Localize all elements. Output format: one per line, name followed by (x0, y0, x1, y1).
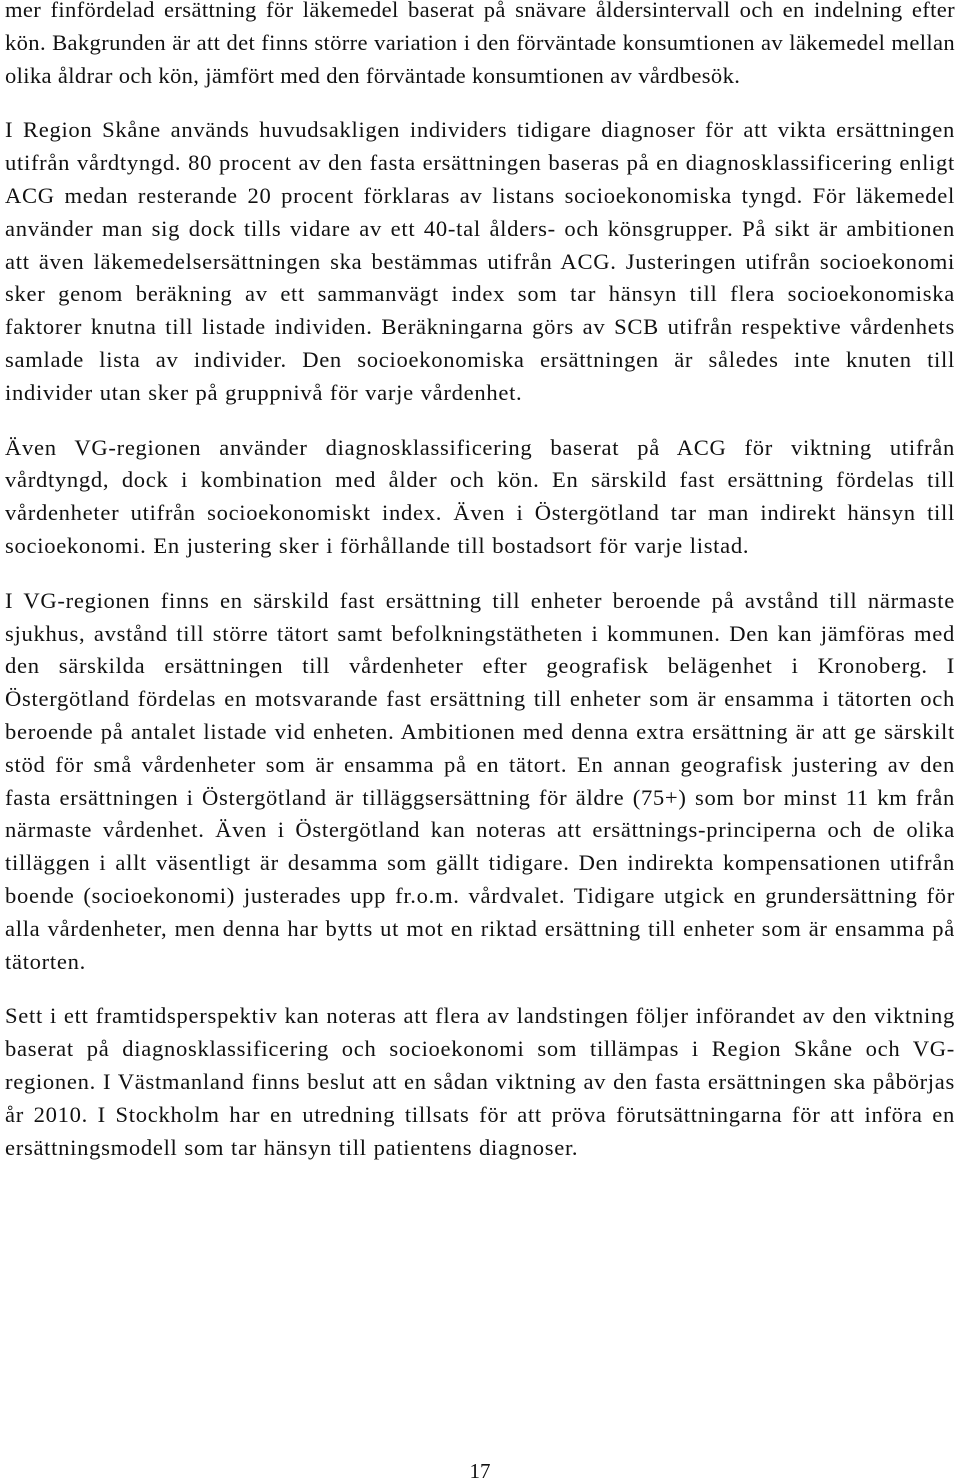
document-page (5, 0, 955, 1164)
paragraph-5: Sett i ett framtidsperspektiv kan noteras att flera av landstingen följer införandet av den viktning baserat på diagnosklassificering och socioekonomi som tillämpas i Region Skåne och VG-regionen. I Västmanland finns beslut att en sådan viktning av den fasta ersättningen ska påbörjas år 2010. I Stockholm har en utredning tillsats för att pröva förutsättningarna för att införa en ersättningsmodell som tar hänsyn till patientens diagnoser. (5, 1003, 955, 1160)
paragraph-gap (5, 410, 955, 432)
paragraph-gap (5, 978, 955, 1000)
paragraph-gap (5, 92, 955, 114)
paragraph-1: mer finfördelad ersättning för läkemedel baserat på snävare åldersintervall och en indelning efter kön. Bakgrunden är att det finns större variation i den förväntade konsumtionen av läkemedel mellan olika åldrar och kön, jämfört med den förväntade konsumtionen av vårdbesök. (5, 0, 955, 88)
page-number: 17 (469, 1459, 491, 1483)
paragraph-3: Även VG-regionen använder diagnosklassificering baserat på ACG för viktning utifrån vårdtyngd, dock i kombination med ålder och kön. En särskild fast ersättning fördelas till vårdenheter utifrån socioekonomiskt index. Även i Östergötland tar man indirekt hänsyn till socioekonomi. En justering sker i förhållande till bostadsort för varje listad. (5, 434, 955, 558)
paragraph-4: I VG-regionen finns en särskild fast ersättning till enheter beroende på avstånd till närmaste sjukhus, avstånd till större tätort samt befolkningstätheten i kommunen. Den kan jämföras med den särskilda ersättningen till vårdenheter efter geografisk belägenhet i Kronoberg. I Östergötland fördelas en motsvarande fast ersättning till enheter som är ensamma i tätorten och beroende på antalet listade vid enheten. Ambitionen med denna extra ersättning är att ge särskilt stöd för små vårdenheter som är ensamma på en tätort. En annan geografisk justering av den fasta ersättningen i Östergötland är tilläggsersättning för äldre (75+) som bor minst 11 km från närmaste vårdenhet. Även i Östergötland kan noteras att ersättnings-principerna och de olika tilläggen i allt väsentligt är desamma som gällt tidigare. Den indirekta kompensationen utifrån boende (socioekonomi) justerades upp fr.o.m. vårdvalet. Tidigare utgick en grundersättning för alla vårdenheter, men denna har bytts ut mot en riktad ersättning till enheter som är ensamma på tätorten. (5, 587, 955, 974)
paragraph-gap (5, 563, 955, 585)
paragraph-2: I Region Skåne används huvudsakligen individers tidigare diagnoser för att vikta ersättningen utifrån vårdtyngd. 80 procent av den fasta ersättningen baseras på en diagnosklassificering enligt ACG medan resterande 20 procent förklaras av listans socioekonomiska tyngd. För läkemedel använder man sig dock tills vidare av ett 40-tal ålders- och könsgrupper. På sikt är ambitionen att även läkemedelsersättningen ska bestämmas utifrån ACG. Justeringen utifrån socioekonomi sker genom beräkning av ett sammanvägt index som tar hänsyn till flera socioekonomiska faktorer knutna till listade individen. Beräkningarna görs av SCB utifrån respektive vårdenhets samlade lista av individer. Den socioekonomiska ersättningen är således inte knuten till individer utan sker på gruppnivå för varje vårdenhet. (5, 117, 955, 405)
